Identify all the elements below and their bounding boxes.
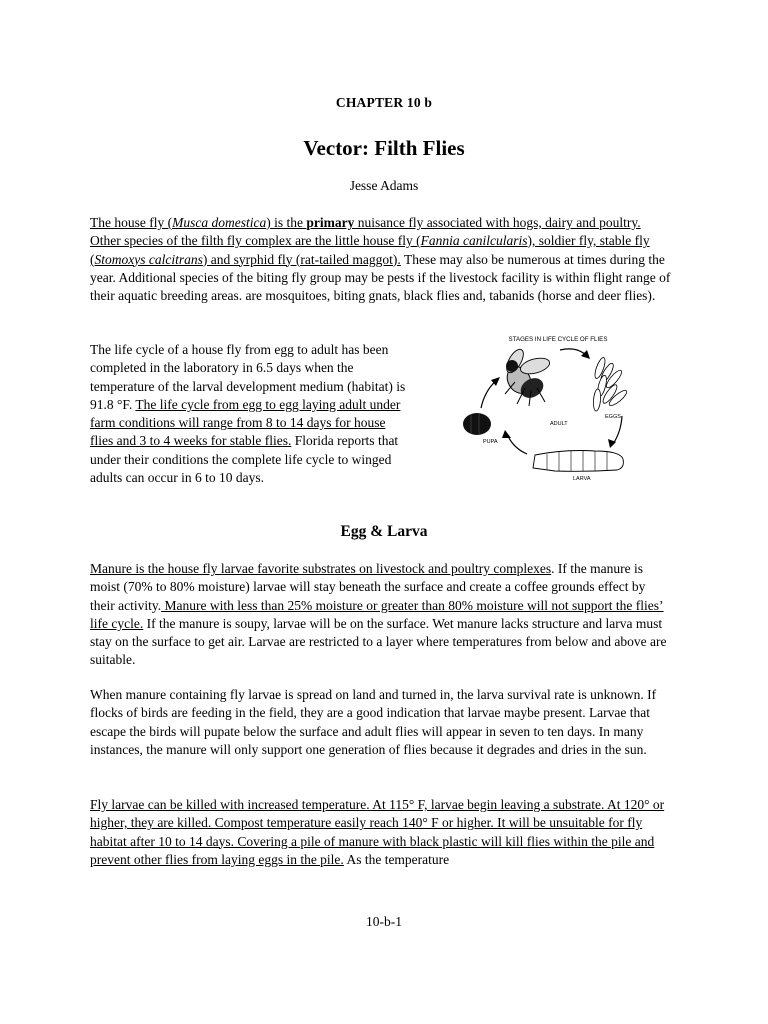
p1-text-9: ) and syrphid fly (rat-tailed maggot).	[202, 251, 401, 267]
species-stomoxys: Stomoxys calcitrans	[94, 251, 203, 267]
p2-text-1: The life cycle of a house fly from egg to adult has been completed in the laboratory in 6.5 days when the temperature of the larval development medium (habitat) is 91.8 °F.	[90, 342, 406, 412]
p1-underlined-1	[90, 215, 306, 230]
page-title: Vector: Filth Flies	[303, 136, 465, 160]
chapter-label: CHAPTER 10 b	[335, 95, 433, 110]
pupa-label: PUPA	[483, 439, 498, 445]
life-cycle-paragraph	[90, 341, 408, 487]
p3-text-4: If the manure is soupy, larvae will be on the surface. Wet manure lacks structure and larva must stay on the surface to get air. Larvae are restricted to a layer where temperatures from below and above are suitable.	[90, 615, 667, 668]
p3-underlined-1: Manure is the house fly larvae favorite substrates on livestock and poultry complexes	[90, 561, 552, 576]
pupa-icon	[463, 413, 491, 435]
species-fannia: Fannia canilcularis	[420, 233, 528, 249]
p3-underlined-2: Manure with less than 25% moisture or greater than 80% moisture will not support the flies’ life cycle.	[90, 597, 664, 631]
adult-label: ADULT	[550, 421, 568, 427]
p3-text-2: . If the manure is moist (70% to 80% moisture) larvae will stay beneath the surface and create a coffee grounds effect by their activity.	[90, 561, 646, 613]
manure-substrate-paragraph	[90, 560, 672, 670]
temperature-paragraph	[90, 796, 672, 869]
p2-underlined: The life cycle from egg to egg laying adult under farm conditions will range from 8 to 14 days for house flies and 3 to 4 weeks for stable flies.	[90, 396, 401, 449]
larva-icon	[533, 451, 623, 472]
adult-fly-icon	[502, 347, 551, 406]
page-number: 10-b-1	[366, 914, 402, 929]
figure-title: STAGES IN LIFE CYCLE OF FLIES	[508, 336, 608, 343]
p5-text-2: As the temperature	[343, 851, 450, 867]
life-cycle-diagram	[455, 328, 661, 486]
p1-text-1: The house fly (	[90, 215, 173, 230]
primary-emphasis: primary	[306, 215, 355, 230]
author-name: Jesse Adams	[349, 178, 419, 193]
p2-text-3: Florida reports that under their conditions the complete life cycle to winged adults can occur in 6 to 10 days.	[90, 433, 399, 486]
p1-text-3: ) is the	[266, 215, 307, 230]
eggs-label: EGGS	[605, 414, 621, 420]
intro-paragraph	[90, 214, 672, 305]
manure-spreading-paragraph: When manure containing fly larvae is spread on land and turned in, the larva survival rate is unknown. If flocks of birds are feeding in the field, they are a good indication that larvae maybe present. Larvae that escape the birds will pupate below the surface and adult flies will appear in seven to ten days. In many instances, the manure will only support one generation of flies because it degrades and dries in the sun.	[90, 687, 657, 757]
species-musca-domestica: Musca domestica	[172, 215, 267, 230]
p1-text-10: These may also be numerous at times during the year. Additional species of the biting fly group may be pests if the livestock facility is within flight range of their aquatic breeding areas. are mosquitoes, biting gnats, black flies and, tabanids (horse and deer flies).	[90, 251, 671, 304]
larva-label: LARVA	[573, 476, 591, 482]
p1-text-5: nuisance fly associated with hogs, dairy and poultry. Other species of the filth fly complex are the little house fly (	[90, 215, 641, 249]
arrow-eggs-to-larva	[613, 416, 622, 444]
eggs-icon	[593, 356, 629, 411]
p1-text-7: ), soldier fly, stable fly (	[90, 233, 650, 267]
life-cycle-figure	[455, 328, 661, 486]
section-heading-egg-larva: Egg & Larva	[340, 523, 428, 540]
p5-underlined: Fly larvae can be killed with increased temperature. At 115° F, larvae begin leaving a substrate. At 120° or higher, they are killed. Compost temperature easily reach 140° F or higher. It will be unsuitable for fly habitat after 10 to 14 days. Covering a pile of manure with black plastic will kill flies within the pile and prevent other flies from laying eggs in the pile.	[90, 797, 665, 867]
